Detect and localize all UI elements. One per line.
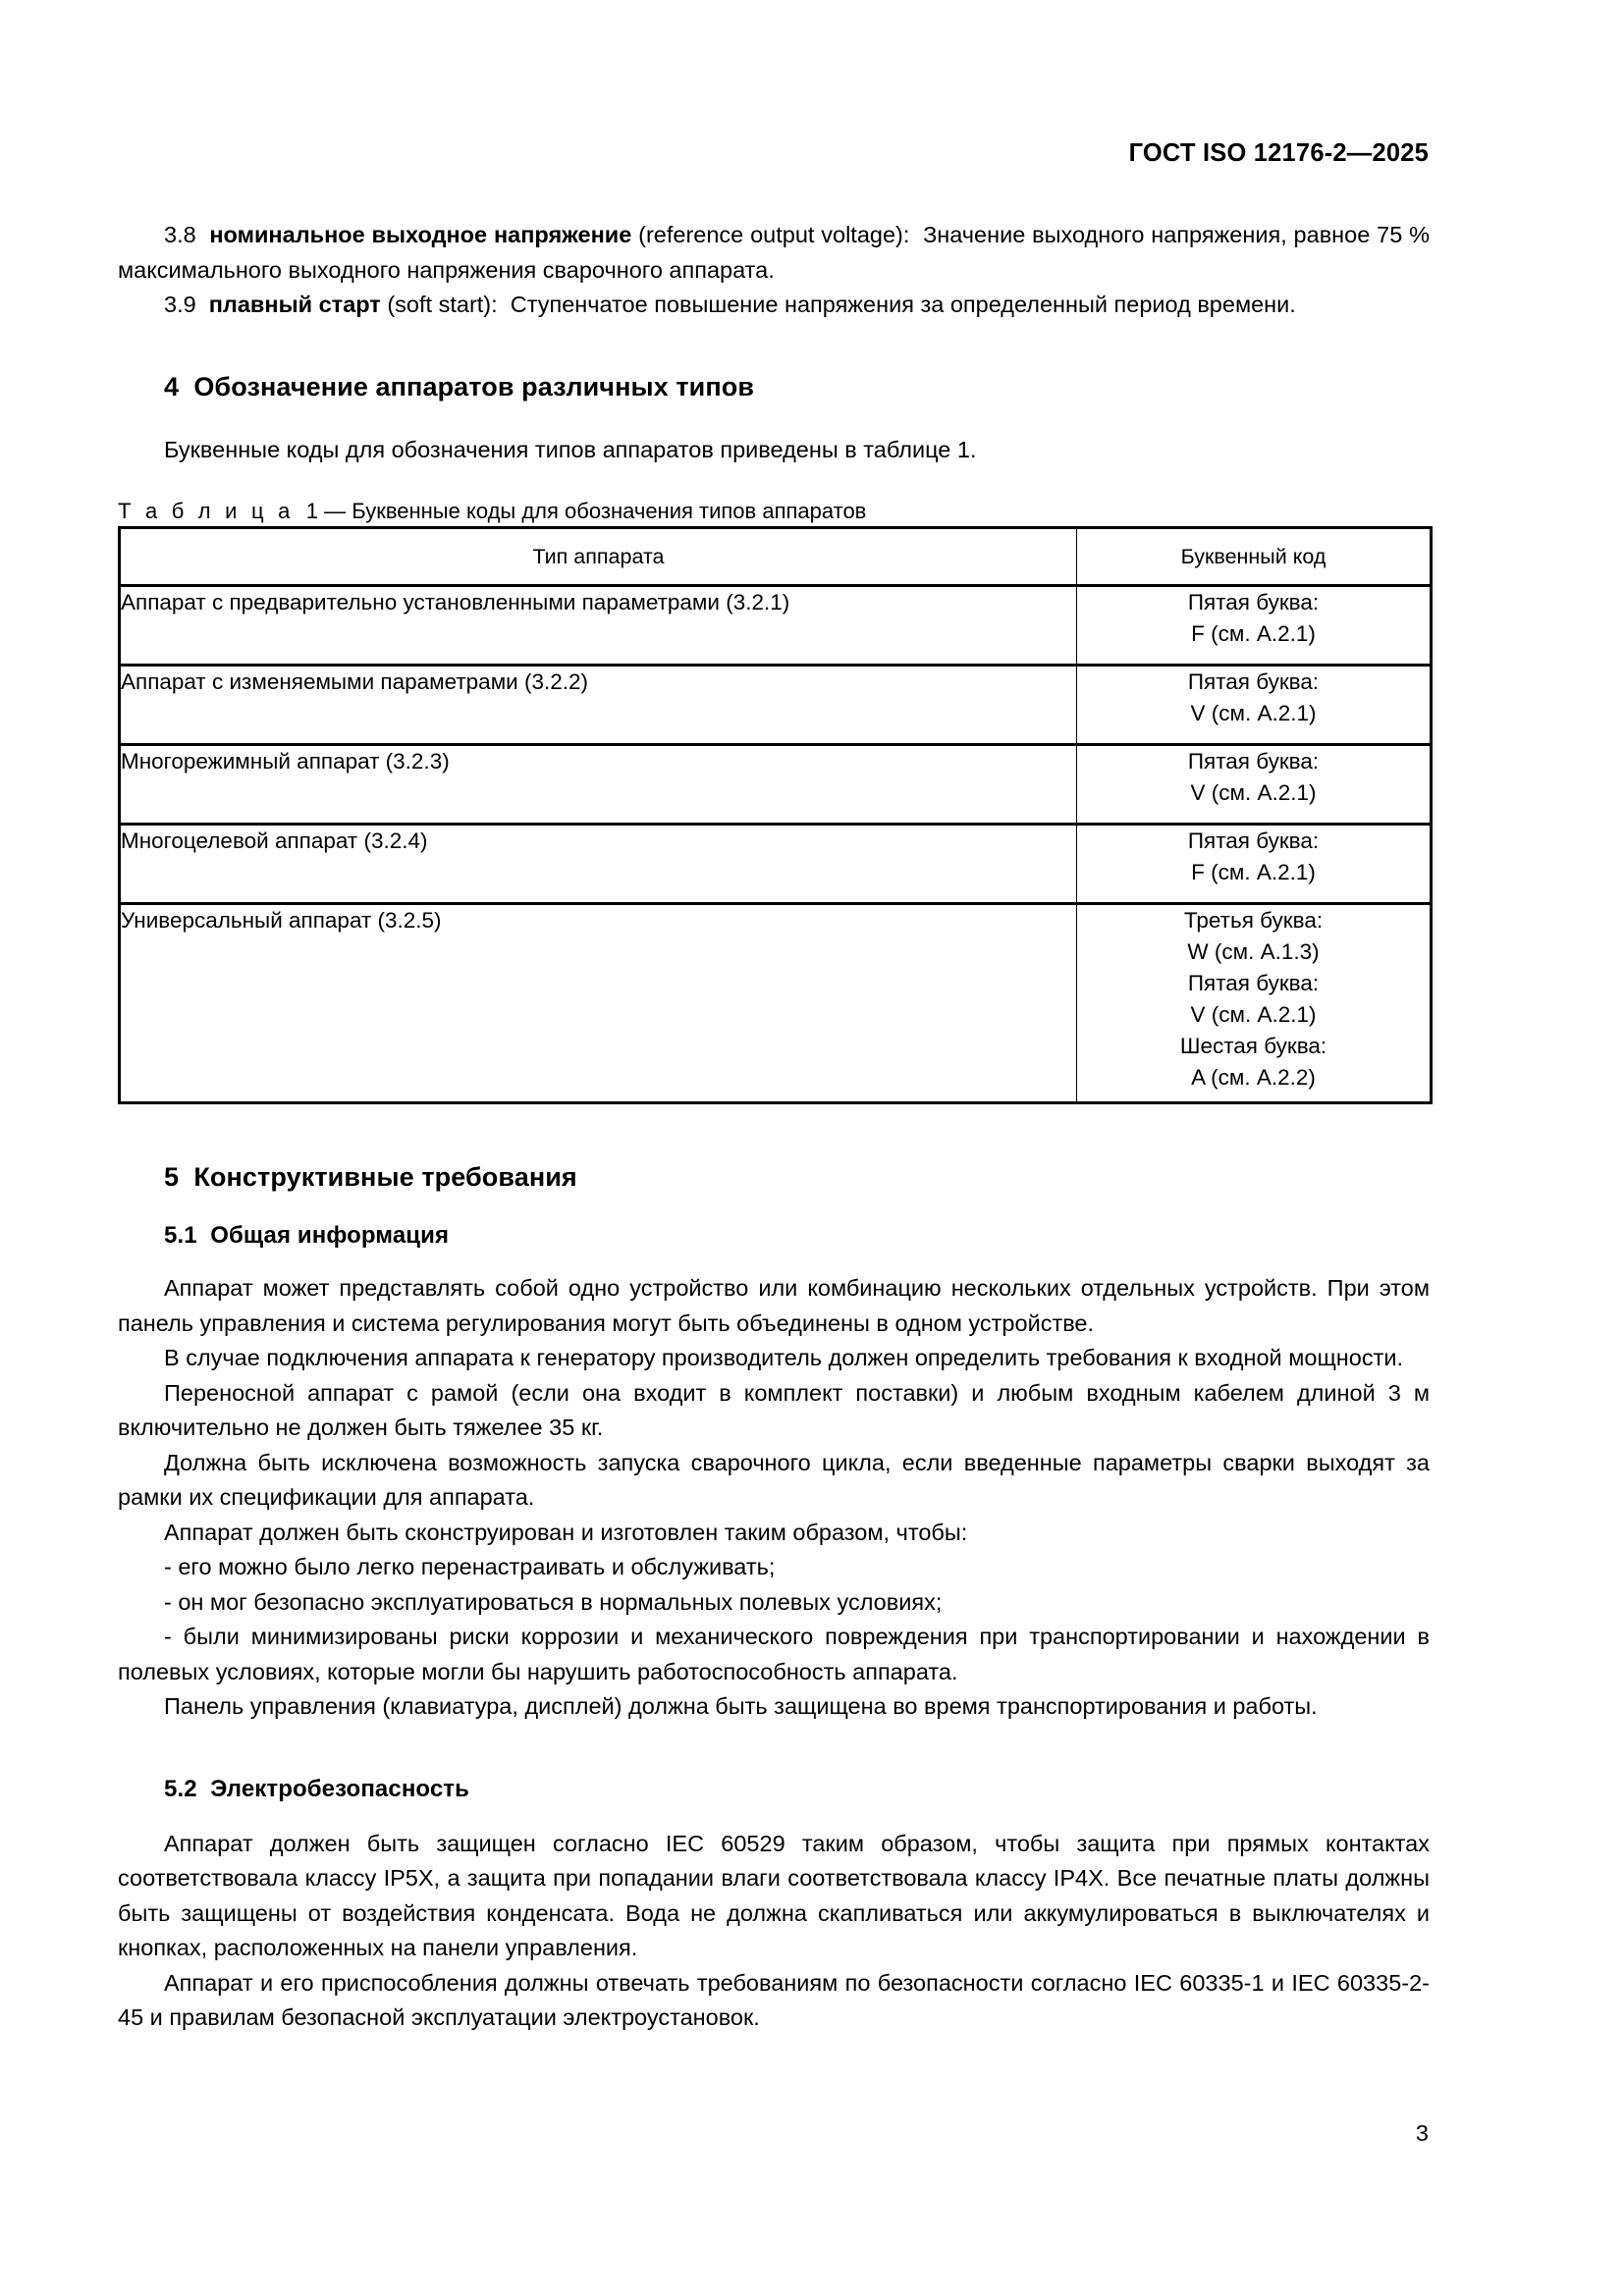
- code-line: Пятая буква:: [1187, 971, 1320, 995]
- paragraph-5-1-4: Должна быть исключена возможность запуска сварочного цикла, если введенные параметры сварки выходят за рамки их спецификации для аппарата.: [118, 1449, 1430, 1510]
- table-header-row: [120, 528, 1432, 586]
- table-row: [120, 666, 1432, 745]
- page-number: 3: [1415, 2120, 1429, 2146]
- definition-number: 3.9: [164, 292, 196, 317]
- definition-english: (soft start):: [387, 292, 498, 317]
- spacer: [118, 1104, 1430, 1160]
- table-caption-text: Буквенные коды для обозначения типов аппаратов: [352, 499, 867, 523]
- code-line: Шестая буква:: [1179, 1034, 1327, 1058]
- spacer: [118, 403, 1430, 433]
- code-line: Пятая буква:: [1187, 749, 1320, 774]
- code-line: V (см. А.2.1): [1190, 701, 1317, 725]
- table-row: [120, 825, 1432, 904]
- heading-label: Конструктивные требования: [193, 1162, 577, 1192]
- cell-letter-code: [1077, 666, 1432, 745]
- spacer: [118, 1252, 1430, 1271]
- code-line: V (см. А.2.1): [1190, 780, 1317, 805]
- cell-apparatus-type: Многоцелевой аппарат (3.2.4): [120, 825, 1077, 904]
- page-content: [118, 218, 1430, 2036]
- paragraph-5-1-3: Переносной аппарат с рамой (если она входит в комплект поставки) и любым входным кабелем длиной 3 м включительно не должен быть тяжелее 35 кг.: [118, 1379, 1430, 1440]
- paragraph-5-2-1: Аппарат должен быть защищен согласно IEC 60529 таким образом, чтобы защита при прямых контактах соответствовала классу IP5X, а защита при попадании влаги соответствовала классу IP4X. Все печатные платы должны быть защищены от воздействия конденсата. Вода не должна скапливаться или аккумулироваться в выключателях и кнопках, расположенных на панели управления.: [118, 1830, 1430, 1960]
- table-row: [120, 904, 1432, 1103]
- column-header-code: Буквенный код: [1077, 528, 1432, 586]
- heading-number: 5: [164, 1162, 180, 1192]
- spacer: [118, 1805, 1430, 1827]
- definition-number: 3.8: [164, 222, 196, 247]
- spacer: [118, 1725, 1430, 1774]
- cell-apparatus-type: Универсальный аппарат (3.2.5): [120, 904, 1077, 1103]
- spacer: [118, 1194, 1430, 1220]
- column-header-type: Тип аппарата: [120, 528, 1077, 586]
- section-4-intro: Буквенные коды для обозначения типов аппаратов приведены в таблице 1.: [164, 436, 977, 462]
- spacer: [118, 323, 1430, 370]
- heading-section-5-1: [118, 1220, 1430, 1252]
- cell-letter-code: [1077, 825, 1432, 904]
- definition-term: номинальное выходное напряжение: [209, 222, 632, 247]
- heading-section-5: [118, 1160, 1430, 1194]
- code-line: Третья буква:: [1183, 908, 1324, 933]
- table-caption: [118, 497, 1430, 526]
- heading-label: Общая информация: [210, 1222, 450, 1249]
- definition-3-9: [118, 288, 1430, 323]
- paragraph-5-2-2: Аппарат и его приспособления должны отвечать требованиям по безопасности согласно IEC 60335-1 и IEC 60335-2-45 и правилам безопасной эксплуатации электроустановок.: [118, 1969, 1430, 2030]
- definition-body: Значение выходного напряжения, равное 75 % максимального выходного напряжения сварочного аппарата.: [118, 222, 1431, 283]
- definition-english: (reference output voltage):: [638, 222, 910, 247]
- cell-letter-code: [1077, 904, 1432, 1103]
- definition-3-8: [118, 218, 1430, 288]
- cell-apparatus-type: Многорежимный аппарат (3.2.3): [120, 745, 1077, 825]
- list-item: - его можно было легко перенастраивать и обслуживать;: [164, 1554, 776, 1579]
- spacer: [118, 467, 1430, 497]
- list-item: - он мог безопасно эксплуатироваться в нормальных полевых условиях;: [164, 1588, 943, 1615]
- heading-number: 5.2: [164, 1775, 197, 1802]
- paragraph-5-1-5: Аппарат должен быть сконструирован и изготовлен таким образом, чтобы:: [164, 1519, 968, 1545]
- cell-letter-code: [1077, 745, 1432, 825]
- table-row: [120, 586, 1432, 666]
- code-line: Пятая буква:: [1187, 828, 1320, 853]
- heading-label: Обозначение аппаратов различных типов: [193, 371, 755, 401]
- running-header: ГОСТ ISO 12176-2—2025: [1128, 139, 1429, 167]
- paragraph-5-1-2: В случае подключения аппарата к генератору производитель должен определить требования к входной мощности.: [164, 1345, 1403, 1370]
- paragraph-5-1-1: Аппарат может представлять собой одно устройство или комбинацию нескольких отдельных устройств. При этом панель управления и система регулирования могут быть объединены в одном устройстве.: [118, 1275, 1430, 1336]
- heading-number: 5.1: [164, 1222, 197, 1249]
- apparatus-code-table: [118, 526, 1433, 1104]
- table-caption-label: Т а б л и ц а: [118, 499, 295, 523]
- paragraph-5-1-closing: Панель управления (клавиатура, дисплей) должна быть защищена во время транспортирования и работы.: [164, 1693, 1318, 1719]
- heading-section-5-2: [118, 1774, 1430, 1805]
- code-line: A (см. А.2.2): [1191, 1065, 1316, 1090]
- code-line: Пятая буква:: [1187, 669, 1320, 694]
- table-caption-dash: —: [324, 499, 347, 523]
- code-line: Пятая буква:: [1187, 590, 1320, 614]
- table-caption-number: 1: [305, 499, 318, 523]
- cell-letter-code: [1077, 586, 1432, 666]
- code-line: V (см. А.2.1): [1190, 1002, 1317, 1027]
- code-line: F (см. А.2.1): [1191, 860, 1316, 884]
- definition-term: плавный старт: [208, 292, 381, 317]
- heading-section-4: [118, 370, 1430, 403]
- heading-label: Электробезопасность: [210, 1775, 470, 1802]
- code-line: W (см. А.1.3): [1187, 939, 1320, 964]
- cell-apparatus-type: Аппарат с предварительно установленными параметрами (3.2.1): [120, 586, 1077, 666]
- table-row: [120, 745, 1432, 825]
- heading-number: 4: [164, 371, 180, 401]
- cell-apparatus-type: Аппарат с изменяемыми параметрами (3.2.2): [120, 666, 1077, 745]
- list-item: - были минимизированы риски коррозии и механического повреждения при транспортировании и нахождении в полевых условиях, которые могли бы нарушить работоспособность аппарата.: [118, 1624, 1430, 1684]
- definition-body: Ступенчатое повышение напряжения за определенный период времени.: [510, 292, 1296, 317]
- code-line: F (см. А.2.1): [1191, 621, 1316, 646]
